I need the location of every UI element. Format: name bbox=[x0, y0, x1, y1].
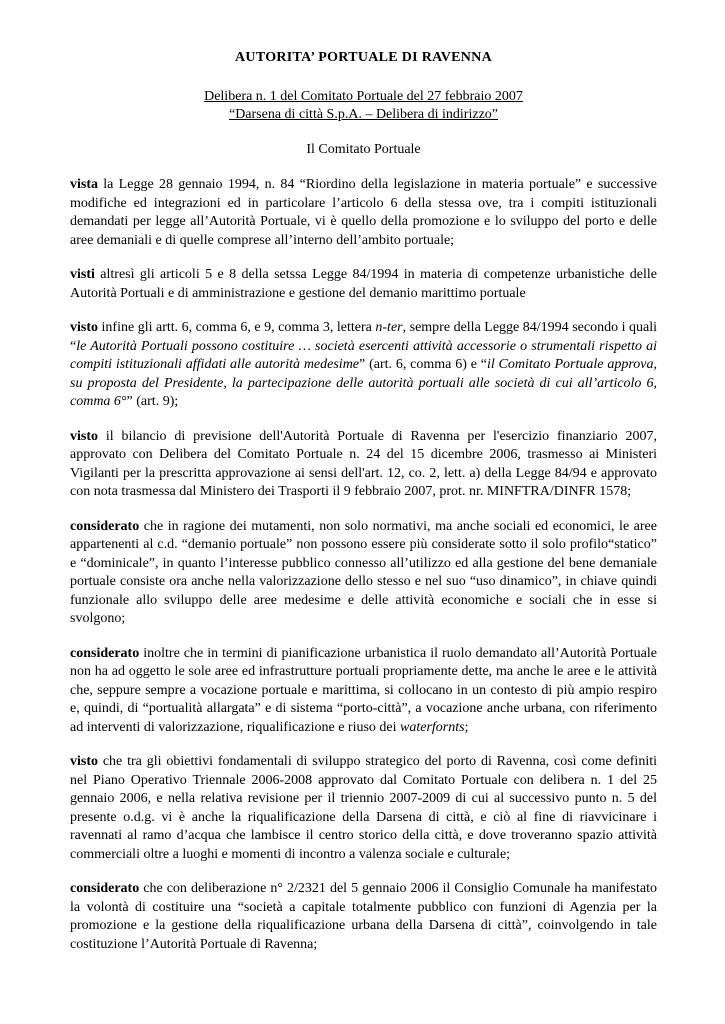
paragraph-keyword: considerato bbox=[70, 645, 140, 661]
paragraph-visto bbox=[70, 428, 657, 502]
committee-heading: Il Comitato Portuale bbox=[306, 142, 421, 157]
paragraph-visto bbox=[70, 319, 657, 412]
paragraph-text: inoltre che in termini di pianificazione urbanistica il ruolo demandato all’Autorità Portuale non ha ad oggetto le sole aree ed infrastrutture portuali propriamente dette, ma anche le aree e le attività che, seppure sempre a vocazione portuale e marittima, si collocano in un contesto di più ampio respiro e, quindi, di “portualità allargata” e di sistema “porto-città”, a vocazione anche urbana, con riferimento ad interventi di valorizzazione, riqualificazione e riuso dei bbox=[70, 645, 657, 735]
paragraph-text: infine gli artt. 6, comma 6, e 9, comma 3, lettera bbox=[98, 320, 376, 335]
paragraph-text: il bilancio di previsione dell'Autorità Portuale di Ravenna per l'esercizio finanziario 2007, approvato con Delibera del Comitato Portuale n. 24 del 15 dicembre 2006, trasmesso ai Ministeri Vigilanti per la prescritta approvazione ai sensi dell'art. 12, co. 2, lett. a) della Legge 84/94 e approvato con nota trasmessa dal Ministero dei Trasporti il 9 febbraio 2007, prot. nr. MINFTRA/DINFR 1578; bbox=[70, 428, 657, 499]
paragraph-italic-text: il Comitato Portuale approva, su proposta del Presidente, la partecipazione delle autorità portuali alle società di cui all’articolo 6, comma 6° bbox=[70, 357, 657, 409]
paragraph-keyword: visto bbox=[70, 754, 98, 769]
paragraph-text: ; bbox=[464, 719, 469, 735]
paragraph-text: ” (art. 9); bbox=[126, 394, 179, 409]
paragraph-keyword: vista bbox=[70, 177, 98, 192]
delibera-subject-line: “Darsena di città S.p.A. – Delibera di indirizzo” bbox=[228, 107, 498, 122]
paragraph-considerato bbox=[70, 645, 657, 738]
paragraph-keyword: visto bbox=[70, 320, 98, 335]
paragraph-keyword: visto bbox=[70, 428, 98, 444]
paragraph-keyword: considerato bbox=[70, 518, 140, 534]
document-body bbox=[70, 176, 657, 954]
paragraph-italic-text: le Autorità Portuali possono costituire … società esercenti attività accessorie o strumentali rispetto ai compiti istituzionali affidati alle autorità medesime bbox=[70, 338, 657, 372]
delibera-heading bbox=[70, 88, 657, 124]
paragraph-considerato bbox=[70, 518, 657, 629]
paragraph-visti bbox=[70, 266, 657, 303]
paragraph-italic-text: n-ter bbox=[375, 320, 403, 335]
document-title: AUTORITA’ PORTUALE DI RAVENNA bbox=[235, 50, 492, 65]
document-page bbox=[70, 50, 657, 970]
paragraph-text: che tra gli obiettivi fondamentali di sviluppo strategico del porto di Ravenna, così come definiti nel Piano Operativo Triennale 2006-2008 approvato dal Comitato Portuale con delibera n. 1 del 25 gennaio 2006, e nella relativa revisione per il triennio 2007-2009 di cui al successivo punto n. 5 del presente o.d.g. vi è anche la riqualificazione della Darsena di città, e ciò al fine di riavvicinare i ravennati al ramo d’acqua che lambisce il centro storico della città, e dove troveranno spazio attività commerciali oltre a luoghi e momenti di incontro a valenza sociale e culturale; bbox=[70, 754, 657, 862]
paragraph-text: ” (art. 6, comma 6) e “ bbox=[359, 357, 487, 372]
paragraph-keyword: considerato bbox=[70, 881, 140, 896]
paragraph-italic-text: waterfornts bbox=[400, 719, 465, 735]
paragraph-visto bbox=[70, 753, 657, 864]
delibera-number-line: Delibera n. 1 del Comitato Portuale del 27 febbraio 2007 bbox=[204, 89, 523, 104]
paragraph-text: che con deliberazione n° 2/2321 del 5 gennaio 2006 il Consiglio Comunale ha manifestato la volontà di costituire una “società a capitale totalmente pubblico con funzioni di Agenzia per la promozione e la gestione della riqualificazione urbana della Darsena di città”, coinvolgendo in tale costituzione l’Autorità Portuale di Ravenna; bbox=[70, 881, 657, 952]
paragraph-text: la Legge 28 gennaio 1994, n. 84 “Riordino della legislazione in materia portuale” e successive modifiche ed integrazioni ed in particolare l’articolo 6 della stessa ove, tra i compiti istituzionali demandati per legge all’Autorità Portuale, vi è quello della promozione e lo sviluppo del porto e delle aree demaniali e di quelle comprese all’interno dell’ambito portuale; bbox=[70, 177, 657, 248]
paragraph-text: che in ragione dei mutamenti, non solo normativi, ma anche sociali ed economici, le aree appartenenti al c.d. “demanio portuale” non possono essere più considerate sotto il solo profilo“statico” e “dominicale”, in quanto l’interesse pubblico connesso all’utilizzo ed alla gestione del bene demaniale portuale consiste ora anche nella valorizzazione dello stesso e nel suo “uso dinamico”, in chiave quindi funzionale allo sviluppo delle aree medesime e delle attività economiche e sociali che in esse si svolgono; bbox=[70, 518, 657, 626]
paragraph-considerato bbox=[70, 880, 657, 954]
paragraph-text: altresì gli articoli 5 e 8 della setssa Legge 84/1994 in materia di competenze urbanistiche delle Autorità Portuali e di amministrazione e gestione del demanio marittimo portuale bbox=[70, 267, 657, 301]
paragraph-text: , sempre della Legge 84/1994 secondo i quali “ bbox=[70, 320, 657, 354]
paragraph-vista bbox=[70, 176, 657, 250]
paragraph-keyword: visti bbox=[70, 267, 95, 282]
